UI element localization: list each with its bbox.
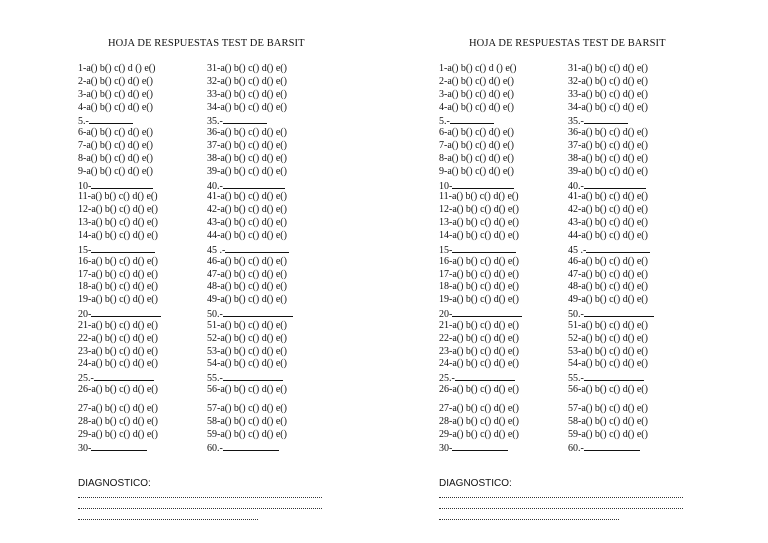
answer-item <box>78 320 161 333</box>
answer-label: 41-a() b() c() d() e() <box>207 191 287 203</box>
answer-label: 12-a() b() c() d() e() <box>439 204 519 216</box>
answer-item <box>207 358 293 371</box>
answer-label: 46-a() b() c() d() e() <box>568 255 648 267</box>
answer-label: 20- <box>78 309 92 321</box>
answer-item <box>568 204 654 217</box>
answer-label: 28-a() b() c() d() e() <box>439 415 519 427</box>
written-answer-item <box>78 307 161 320</box>
answer-label: 58-a() b() c() d() e() <box>568 415 648 427</box>
written-answer-item <box>207 243 293 256</box>
answer-label: 1-a() b() c() d () e() <box>439 63 517 74</box>
answer-label: 22-a() b() c() d() e() <box>78 332 158 344</box>
answer-item <box>78 333 161 346</box>
answer-label: 45 .- <box>568 244 587 256</box>
answer-label: 42-a() b() c() d() e() <box>207 204 287 216</box>
answer-item <box>78 346 161 359</box>
answer-label: 32-a() b() c() d() e() <box>207 75 287 87</box>
answer-label: 50.- <box>207 309 223 321</box>
answer-label: 47-a() b() c() d() e() <box>207 268 287 280</box>
answers-column-2 <box>207 63 293 454</box>
answer-label: 20- <box>439 309 453 321</box>
answer-label: 37-a() b() c() d() e() <box>568 140 648 152</box>
answer-blank-line[interactable] <box>91 307 161 317</box>
answer-item <box>207 191 293 204</box>
answer-item <box>207 140 293 153</box>
answer-item <box>78 358 161 371</box>
answer-label: 16-a() b() c() d() e() <box>78 255 158 267</box>
answer-label: 51-a() b() c() d() e() <box>207 319 287 331</box>
answer-item <box>78 127 161 140</box>
answer-label: 37-a() b() c() d() e() <box>207 140 287 152</box>
answer-item <box>439 429 522 442</box>
answers-column-1 <box>78 63 161 454</box>
diagnostic-line-2[interactable] <box>78 508 322 509</box>
answer-label: 47-a() b() c() d() e() <box>568 268 648 280</box>
answer-item <box>439 63 522 76</box>
answer-label: 24-a() b() c() d() e() <box>439 358 519 370</box>
answer-item <box>78 429 161 442</box>
written-answer-item <box>207 371 293 384</box>
answer-item <box>207 346 293 359</box>
answer-label: 48-a() b() c() d() e() <box>207 281 287 293</box>
answer-item <box>78 269 161 282</box>
answer-item <box>568 384 654 397</box>
answer-label: 4-a() b() c() d() e() <box>78 101 153 113</box>
answer-item <box>207 281 293 294</box>
answer-blank-line[interactable] <box>584 441 640 451</box>
answer-item <box>568 429 654 442</box>
answer-item <box>439 403 522 416</box>
answer-blank-line[interactable] <box>223 371 283 381</box>
answer-item <box>439 333 522 346</box>
written-answer-item <box>207 441 293 454</box>
written-answer-item <box>207 307 293 320</box>
answer-label: 19-a() b() c() d() e() <box>439 294 519 306</box>
answer-label: 58-a() b() c() d() e() <box>207 415 287 427</box>
answer-label: 36-a() b() c() d() e() <box>207 127 287 139</box>
answer-item <box>568 358 654 371</box>
answer-item <box>568 294 654 307</box>
answer-label: 15- <box>78 244 92 256</box>
answer-item <box>207 256 293 269</box>
answer-label: 39-a() b() c() d() e() <box>207 165 287 177</box>
diagnostic-label: DIAGNOSTICO: <box>439 478 512 489</box>
answer-label: 13-a() b() c() d() e() <box>439 217 519 229</box>
written-answer-item <box>207 114 293 127</box>
answer-label: 32-a() b() c() d() e() <box>568 75 648 87</box>
answer-blank-line[interactable] <box>584 179 646 189</box>
answer-label: 59-a() b() c() d() e() <box>207 428 287 440</box>
answer-item <box>568 333 654 346</box>
answer-label: 52-a() b() c() d() e() <box>568 332 648 344</box>
written-answer-item <box>568 371 654 384</box>
answer-blank-line[interactable] <box>223 179 285 189</box>
answer-label: 19-a() b() c() d() e() <box>78 294 158 306</box>
answer-label: 25.- <box>78 373 94 385</box>
written-answer-item <box>78 441 161 454</box>
answer-label: 34-a() b() c() d() e() <box>568 101 648 113</box>
written-answer-item <box>439 179 522 192</box>
answer-item <box>78 63 161 76</box>
answer-label: 2-a() b() c() d() e() <box>439 75 514 87</box>
answers-column-1 <box>439 63 522 454</box>
answer-label: 18-a() b() c() d() e() <box>78 281 158 293</box>
answer-sheet-right <box>361 0 745 543</box>
answers-column-2 <box>568 63 654 454</box>
answer-label: 6-a() b() c() d() e() <box>439 127 514 139</box>
answer-label: 51-a() b() c() d() e() <box>568 319 648 331</box>
answer-label: 23-a() b() c() d() e() <box>78 345 158 357</box>
answer-label: 2-a() b() c() d() e() <box>78 75 153 87</box>
answer-item <box>207 429 293 442</box>
answer-label: 5.- <box>78 116 89 128</box>
answer-label: 60.- <box>568 443 584 455</box>
answer-item <box>78 204 161 217</box>
answer-item <box>439 89 522 102</box>
answer-label: 26-a() b() c() d() e() <box>439 384 519 396</box>
answer-blank-line[interactable] <box>584 371 644 381</box>
answer-item <box>439 140 522 153</box>
answer-label: 7-a() b() c() d() e() <box>439 140 514 152</box>
answer-label: 25.- <box>439 373 455 385</box>
answer-item <box>568 191 654 204</box>
answer-item <box>439 217 522 230</box>
answer-item <box>439 153 522 166</box>
answer-label: 52-a() b() c() d() e() <box>207 332 287 344</box>
diagnostic-line-1[interactable] <box>78 497 322 498</box>
answer-label: 38-a() b() c() d() e() <box>207 152 287 164</box>
answer-item <box>439 256 522 269</box>
answer-item <box>78 403 161 416</box>
answer-item <box>78 76 161 89</box>
answer-label: 44-a() b() c() d() e() <box>568 229 648 241</box>
answer-item <box>207 217 293 230</box>
answer-item <box>568 102 654 115</box>
answer-item <box>568 166 654 179</box>
answer-label: 38-a() b() c() d() e() <box>568 152 648 164</box>
answer-item <box>78 153 161 166</box>
written-answer-item <box>78 114 161 127</box>
answer-label: 5.- <box>439 116 450 128</box>
answer-item <box>439 358 522 371</box>
answer-item <box>568 230 654 243</box>
answer-blank-line[interactable] <box>94 371 154 381</box>
answer-label: 13-a() b() c() d() e() <box>78 217 158 229</box>
answer-blank-line[interactable] <box>223 114 267 124</box>
written-answer-item <box>568 243 654 256</box>
answer-item <box>568 346 654 359</box>
answer-label: 50.- <box>568 309 584 321</box>
answer-label: 40.- <box>207 180 223 192</box>
sheet-title: HOJA DE RESPUESTAS TEST DE BARSIT <box>469 38 666 49</box>
answer-label: 30- <box>439 443 453 455</box>
written-answer-item <box>439 307 522 320</box>
answer-label: 33-a() b() c() d() e() <box>207 88 287 100</box>
answer-blank-line[interactable] <box>586 243 650 253</box>
answer-blank-line[interactable] <box>223 307 293 317</box>
answer-item <box>439 320 522 333</box>
answer-item <box>207 127 293 140</box>
answer-label: 35.- <box>207 116 223 128</box>
answer-blank-line[interactable] <box>223 441 279 451</box>
answer-label: 28-a() b() c() d() e() <box>78 415 158 427</box>
answer-label: 3-a() b() c() d() e() <box>78 88 153 100</box>
answer-item <box>207 89 293 102</box>
written-answer-item <box>439 371 522 384</box>
answer-label: 39-a() b() c() d() e() <box>568 165 648 177</box>
answer-label: 21-a() b() c() d() e() <box>78 319 158 331</box>
diagnostic-line-1[interactable] <box>439 497 683 498</box>
answer-label: 49-a() b() c() d() e() <box>568 294 648 306</box>
answer-label: 41-a() b() c() d() e() <box>568 191 648 203</box>
answer-item <box>78 281 161 294</box>
diagnostic-label: DIAGNOSTICO: <box>78 478 151 489</box>
written-answer-item <box>568 441 654 454</box>
answer-item <box>439 230 522 243</box>
answer-item <box>207 63 293 76</box>
answer-label: 24-a() b() c() d() e() <box>78 358 158 370</box>
answer-label: 4-a() b() c() d() e() <box>439 101 514 113</box>
answer-label: 55.- <box>568 373 584 385</box>
answer-item <box>207 76 293 89</box>
answer-item <box>207 416 293 429</box>
answer-item <box>207 294 293 307</box>
answer-label: 43-a() b() c() d() e() <box>568 217 648 229</box>
answer-item <box>568 320 654 333</box>
answer-label: 7-a() b() c() d() e() <box>78 140 153 152</box>
answer-label: 10- <box>78 180 92 192</box>
answer-label: 8-a() b() c() d() e() <box>78 152 153 164</box>
answer-label: 9-a() b() c() d() e() <box>78 165 153 177</box>
answer-blank-line[interactable] <box>452 307 522 317</box>
answer-label: 56-a() b() c() d() e() <box>207 384 287 396</box>
answer-item <box>439 269 522 282</box>
answer-item <box>439 204 522 217</box>
answer-item <box>568 416 654 429</box>
answer-label: 29-a() b() c() d() e() <box>439 428 519 440</box>
answer-item <box>207 102 293 115</box>
answer-label: 42-a() b() c() d() e() <box>568 204 648 216</box>
answer-item <box>439 294 522 307</box>
answer-label: 6-a() b() c() d() e() <box>78 127 153 139</box>
written-answer-item <box>78 371 161 384</box>
diagnostic-line-3[interactable] <box>78 519 258 520</box>
answer-label: 35.- <box>568 116 584 128</box>
answer-label: 21-a() b() c() d() e() <box>439 319 519 331</box>
answer-item <box>207 320 293 333</box>
answer-item <box>568 76 654 89</box>
answer-label: 54-a() b() c() d() e() <box>207 358 287 370</box>
answer-label: 44-a() b() c() d() e() <box>207 229 287 241</box>
answer-label: 11-a() b() c() d() e() <box>78 191 158 203</box>
answer-item <box>568 89 654 102</box>
answer-item <box>439 416 522 429</box>
answer-label: 59-a() b() c() d() e() <box>568 428 648 440</box>
answer-item <box>78 294 161 307</box>
answer-label: 8-a() b() c() d() e() <box>439 152 514 164</box>
written-answer-item <box>568 114 654 127</box>
answer-label: 29-a() b() c() d() e() <box>78 428 158 440</box>
answer-blank-line[interactable] <box>91 243 155 253</box>
answer-blank-line[interactable] <box>584 307 654 317</box>
answer-item <box>439 346 522 359</box>
answer-item <box>568 403 654 416</box>
answer-label: 53-a() b() c() d() e() <box>207 345 287 357</box>
answer-item <box>78 140 161 153</box>
answer-label: 16-a() b() c() d() e() <box>439 255 519 267</box>
answer-item <box>439 76 522 89</box>
answer-blank-line[interactable] <box>455 371 515 381</box>
answer-label: 55.- <box>207 373 223 385</box>
answer-label: 23-a() b() c() d() e() <box>439 345 519 357</box>
answer-item <box>568 269 654 282</box>
diagnostic-line-3[interactable] <box>439 519 619 520</box>
written-answer-item <box>439 441 522 454</box>
written-answer-item <box>78 179 161 192</box>
answer-label: 14-a() b() c() d() e() <box>439 229 519 241</box>
answer-label: 56-a() b() c() d() e() <box>568 384 648 396</box>
answer-item <box>568 217 654 230</box>
answer-blank-line[interactable] <box>450 114 494 124</box>
answer-item <box>568 127 654 140</box>
answer-item <box>568 63 654 76</box>
answer-item <box>439 127 522 140</box>
answer-item <box>207 403 293 416</box>
answer-item <box>439 102 522 115</box>
written-answer-item <box>207 179 293 192</box>
answer-item <box>207 166 293 179</box>
sheet-title: HOJA DE RESPUESTAS TEST DE BARSIT <box>108 38 305 49</box>
answer-label: 48-a() b() c() d() e() <box>568 281 648 293</box>
answer-label: 33-a() b() c() d() e() <box>568 88 648 100</box>
answer-label: 45 .- <box>207 244 226 256</box>
answer-label: 12-a() b() c() d() e() <box>78 204 158 216</box>
answer-item <box>78 230 161 243</box>
answer-item <box>207 269 293 282</box>
answer-label: 57-a() b() c() d() e() <box>207 402 287 414</box>
answer-item <box>207 333 293 346</box>
answer-item <box>78 102 161 115</box>
answer-label: 3-a() b() c() d() e() <box>439 88 514 100</box>
answer-label: 40.- <box>568 180 584 192</box>
written-answer-item <box>568 179 654 192</box>
answer-blank-line[interactable] <box>89 114 133 124</box>
answer-item <box>568 153 654 166</box>
answer-item <box>207 384 293 397</box>
answer-blank-line[interactable] <box>452 243 516 253</box>
answer-label: 11-a() b() c() d() e() <box>439 191 519 203</box>
answer-item <box>439 281 522 294</box>
answer-label: 26-a() b() c() d() e() <box>78 384 158 396</box>
answer-blank-line[interactable] <box>584 114 628 124</box>
diagnostic-line-2[interactable] <box>439 508 683 509</box>
answer-label: 31-a() b() c() d() e() <box>568 63 648 74</box>
answer-blank-line[interactable] <box>91 179 153 189</box>
answer-label: 54-a() b() c() d() e() <box>568 358 648 370</box>
answer-item <box>568 256 654 269</box>
answer-label: 60.- <box>207 443 223 455</box>
answer-item <box>207 230 293 243</box>
answer-blank-line[interactable] <box>452 179 514 189</box>
answer-label: 36-a() b() c() d() e() <box>568 127 648 139</box>
answer-blank-line[interactable] <box>225 243 289 253</box>
answer-label: 57-a() b() c() d() e() <box>568 402 648 414</box>
written-answer-item <box>78 243 161 256</box>
answer-label: 9-a() b() c() d() e() <box>439 165 514 177</box>
answer-item <box>439 191 522 204</box>
answer-item <box>78 166 161 179</box>
answer-label: 18-a() b() c() d() e() <box>439 281 519 293</box>
answer-label: 43-a() b() c() d() e() <box>207 217 287 229</box>
answer-label: 53-a() b() c() d() e() <box>568 345 648 357</box>
answer-item <box>78 256 161 269</box>
answer-label: 14-a() b() c() d() e() <box>78 229 158 241</box>
written-answer-item <box>568 307 654 320</box>
answer-item <box>78 416 161 429</box>
written-answer-item <box>439 114 522 127</box>
answer-item <box>568 281 654 294</box>
answer-label: 46-a() b() c() d() e() <box>207 255 287 267</box>
answer-item <box>207 153 293 166</box>
answer-label: 31-a() b() c() d() e() <box>207 63 287 74</box>
answer-label: 1-a() b() c() d () e() <box>78 63 156 74</box>
answer-label: 17-a() b() c() d() e() <box>78 268 158 280</box>
answer-item <box>78 384 161 397</box>
answer-item <box>439 166 522 179</box>
answer-label: 49-a() b() c() d() e() <box>207 294 287 306</box>
answer-label: 10- <box>439 180 453 192</box>
answer-label: 17-a() b() c() d() e() <box>439 268 519 280</box>
answer-item <box>78 191 161 204</box>
answer-item <box>78 217 161 230</box>
answer-blank-line[interactable] <box>91 441 147 451</box>
answer-label: 27-a() b() c() d() e() <box>439 402 519 414</box>
answer-label: 27-a() b() c() d() e() <box>78 402 158 414</box>
answer-item <box>439 384 522 397</box>
answer-item <box>207 204 293 217</box>
answer-label: 22-a() b() c() d() e() <box>439 332 519 344</box>
answer-label: 34-a() b() c() d() e() <box>207 101 287 113</box>
answer-item <box>568 140 654 153</box>
answer-blank-line[interactable] <box>452 441 508 451</box>
answer-item <box>78 89 161 102</box>
written-answer-item <box>439 243 522 256</box>
answer-label: 30- <box>78 443 92 455</box>
answer-label: 15- <box>439 244 453 256</box>
